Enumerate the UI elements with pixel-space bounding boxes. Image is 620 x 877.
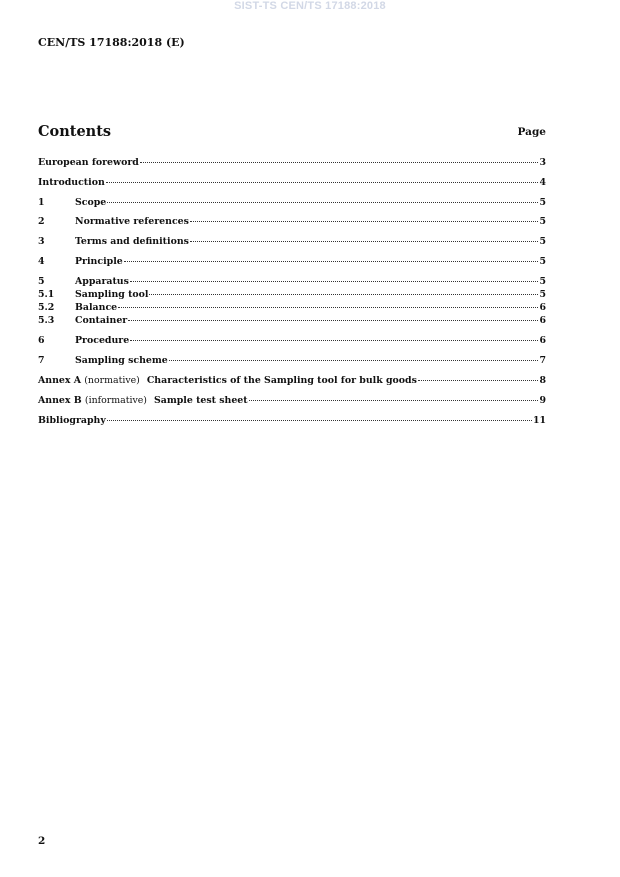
toc-number: 5.2 <box>38 302 55 313</box>
document-id: CEN/TS 17188:2018 (E) <box>38 36 185 49</box>
dot-leader <box>418 379 539 381</box>
dot-leader <box>130 280 539 282</box>
toc-page: 5 <box>539 197 546 208</box>
contents-header <box>38 123 546 143</box>
dot-leader <box>128 319 538 321</box>
toc-number: 5.1 <box>38 289 55 300</box>
toc-entry-container[interactable] <box>38 315 546 327</box>
dot-leader <box>130 339 538 341</box>
toc-entry-european-foreword[interactable] <box>38 157 546 169</box>
toc-entry-sampling-scheme[interactable] <box>38 355 546 367</box>
toc-page: 7 <box>539 355 546 366</box>
annex-label: Annex A <box>38 375 81 386</box>
toc-title: Terms and definitions <box>75 236 189 247</box>
toc-entry-apparatus[interactable] <box>38 276 546 288</box>
toc-entry-bibliography[interactable] <box>38 415 546 427</box>
toc-page: 6 <box>539 315 546 326</box>
toc-title: Procedure <box>75 335 130 346</box>
toc-entry-annex-b[interactable] <box>38 395 546 407</box>
dot-leader <box>107 419 532 421</box>
toc-title: European foreword <box>38 157 139 168</box>
toc-title: Scope <box>75 197 107 208</box>
toc-entry-introduction[interactable] <box>38 177 546 189</box>
dot-leader <box>124 260 539 262</box>
toc-number: 7 <box>38 355 45 366</box>
toc-page: 3 <box>539 157 546 168</box>
toc-page: 5 <box>539 236 546 247</box>
toc-number: 5.3 <box>38 315 55 326</box>
toc-title: Normative references <box>75 216 189 227</box>
dot-leader <box>249 399 539 401</box>
toc-title: Characteristics of the Sampling tool for bulk goods <box>146 375 417 386</box>
dot-leader <box>169 359 539 361</box>
toc-title: Sampling tool <box>75 289 149 300</box>
toc-page: 5 <box>539 216 546 227</box>
dot-leader <box>140 161 539 163</box>
toc-entry-normative-references[interactable] <box>38 216 546 228</box>
annex-label: Annex B <box>38 395 82 406</box>
toc-title: Principle <box>75 256 123 267</box>
toc-title: Bibliography <box>38 415 106 426</box>
dot-leader <box>190 220 539 222</box>
page-number: 2 <box>38 835 46 847</box>
toc-page: 5 <box>539 256 546 267</box>
toc-page: 5 <box>539 289 546 300</box>
toc-title: Sampling scheme <box>75 355 168 366</box>
toc-page: 11 <box>532 415 546 426</box>
toc-entry-principle[interactable] <box>38 256 546 268</box>
toc-page: 5 <box>539 276 546 287</box>
toc-number: 5 <box>38 276 45 287</box>
dot-leader <box>149 293 538 295</box>
watermark: SIST-TS CEN/TS 17188:2018 <box>234 0 386 12</box>
annex-type: (normative) <box>84 375 140 386</box>
dot-leader <box>106 181 539 183</box>
toc-page: 8 <box>539 375 546 386</box>
toc-entry-terms-and-definitions[interactable] <box>38 236 546 248</box>
toc-title: Introduction <box>38 177 105 188</box>
toc-page: 4 <box>539 177 546 188</box>
toc-title: Container <box>75 315 128 326</box>
toc-page: 6 <box>539 302 546 313</box>
annex-type: (informative) <box>84 395 147 406</box>
dot-leader <box>118 306 538 308</box>
dot-leader <box>190 240 539 242</box>
toc-entry-procedure[interactable] <box>38 335 546 347</box>
toc-number: 3 <box>38 236 45 247</box>
toc-number: 2 <box>38 216 45 227</box>
toc-number: 4 <box>38 256 45 267</box>
toc-title: Sample test sheet <box>153 395 248 406</box>
toc-entry-balance[interactable] <box>38 302 546 314</box>
page-column-label: Page <box>517 126 546 138</box>
toc-number: 1 <box>38 197 45 208</box>
toc-page: 6 <box>539 335 546 346</box>
toc-page: 9 <box>539 395 546 406</box>
toc-entry-scope[interactable] <box>38 197 546 209</box>
toc-entry-sampling-tool[interactable] <box>38 289 546 301</box>
toc-entry-annex-a[interactable] <box>38 375 546 387</box>
contents-title: Contents <box>38 123 112 140</box>
toc-title: Balance <box>75 302 118 313</box>
toc-number: 6 <box>38 335 45 346</box>
dot-leader <box>107 201 538 203</box>
toc-title: Apparatus <box>75 276 129 287</box>
